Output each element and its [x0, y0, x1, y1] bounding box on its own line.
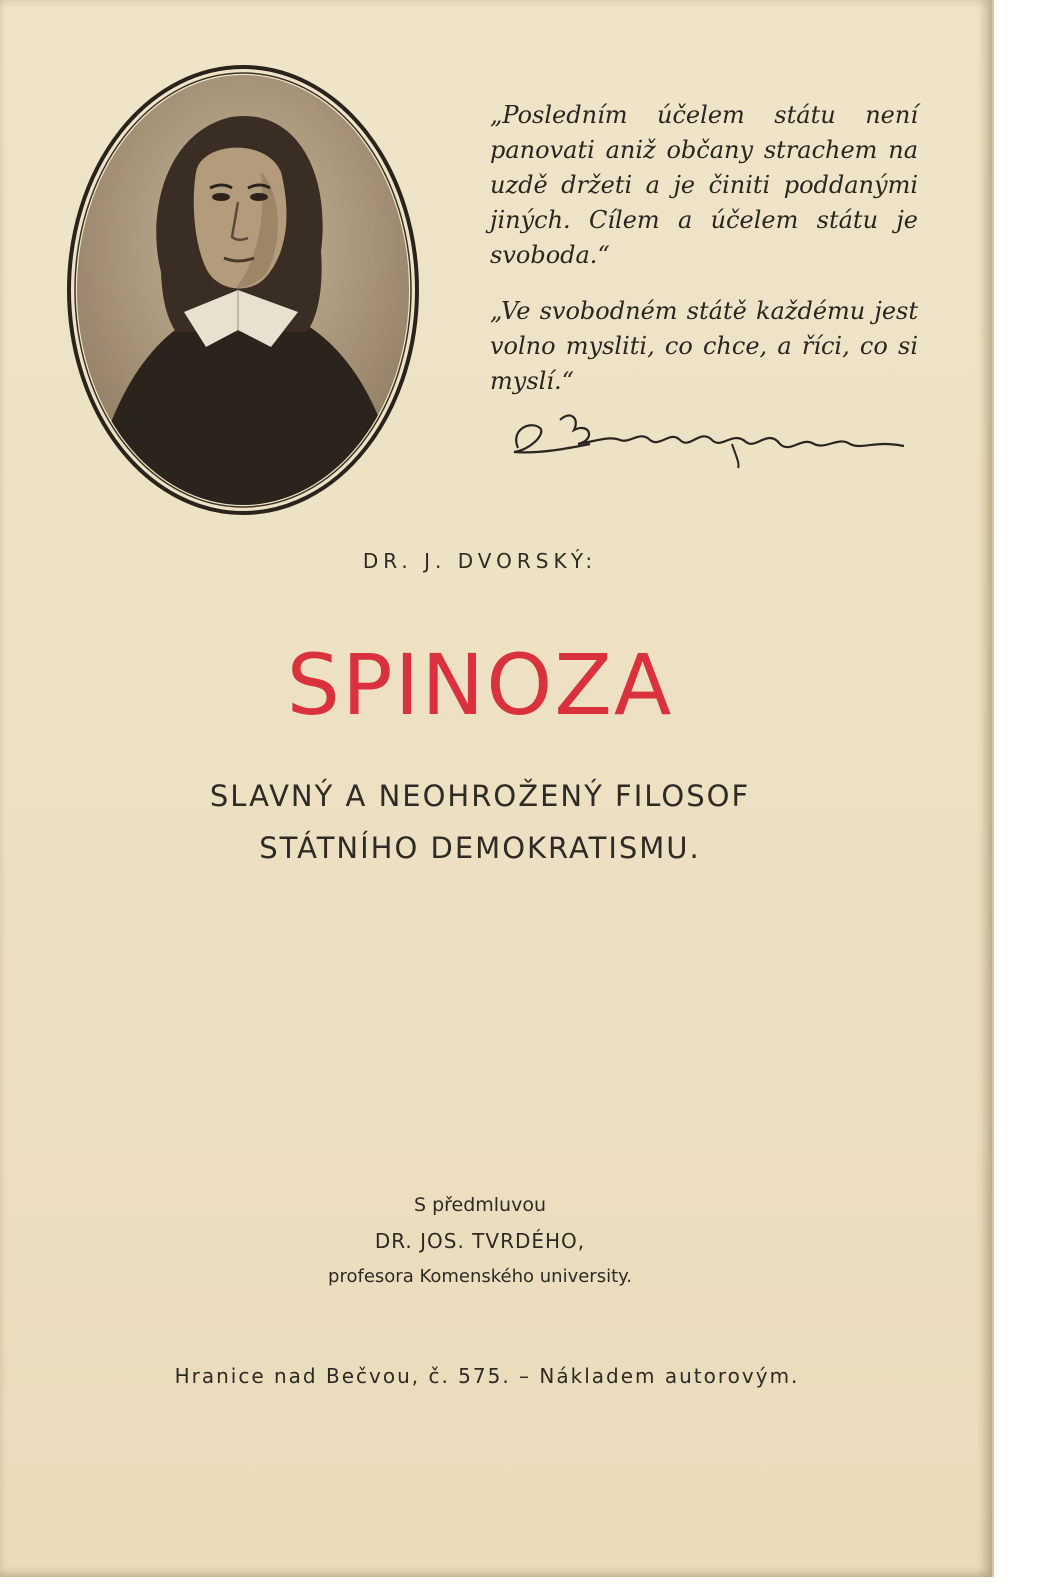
foreword-line-1: S předmluvou	[413, 1194, 547, 1216]
book-title: SPINOZA	[286, 636, 674, 734]
foreword-line-2: DR. JOS. TVRDÉHO,	[374, 1229, 586, 1253]
book-subtitle	[0, 770, 960, 874]
signature-image	[500, 400, 920, 470]
publisher-line: Hranice nad Bečvou, č. 575. – Nákladem autorovým.	[174, 1364, 800, 1388]
foreword-line-3: profesora Komenského university.	[328, 1266, 632, 1287]
quotes-block	[490, 98, 918, 420]
author-name: DR. J. DVORSKÝ:	[362, 549, 598, 573]
spinoza-portrait	[66, 62, 420, 518]
quote-1: „Posledním účelem státu není panovati aniž občany strachem na uzdě držeti a je činiti poddanými jiných. Cílem a účelem státu je svoboda.“	[490, 101, 918, 269]
subtitle-line-2: STÁTNÍHO DEMOKRATISMU.	[259, 831, 701, 865]
quote-2: „Ve svobodném státě každému jest volno mysliti, co chce, a říci, co si myslí.“	[490, 297, 918, 395]
subtitle-line-1: SLAVNÝ A NEOHROŽENÝ FILOSOF	[209, 779, 751, 813]
portrait-image	[66, 62, 420, 518]
signature	[500, 400, 920, 470]
cover-edge-shadow	[978, 0, 992, 1577]
foreword-credit	[0, 1190, 960, 1292]
